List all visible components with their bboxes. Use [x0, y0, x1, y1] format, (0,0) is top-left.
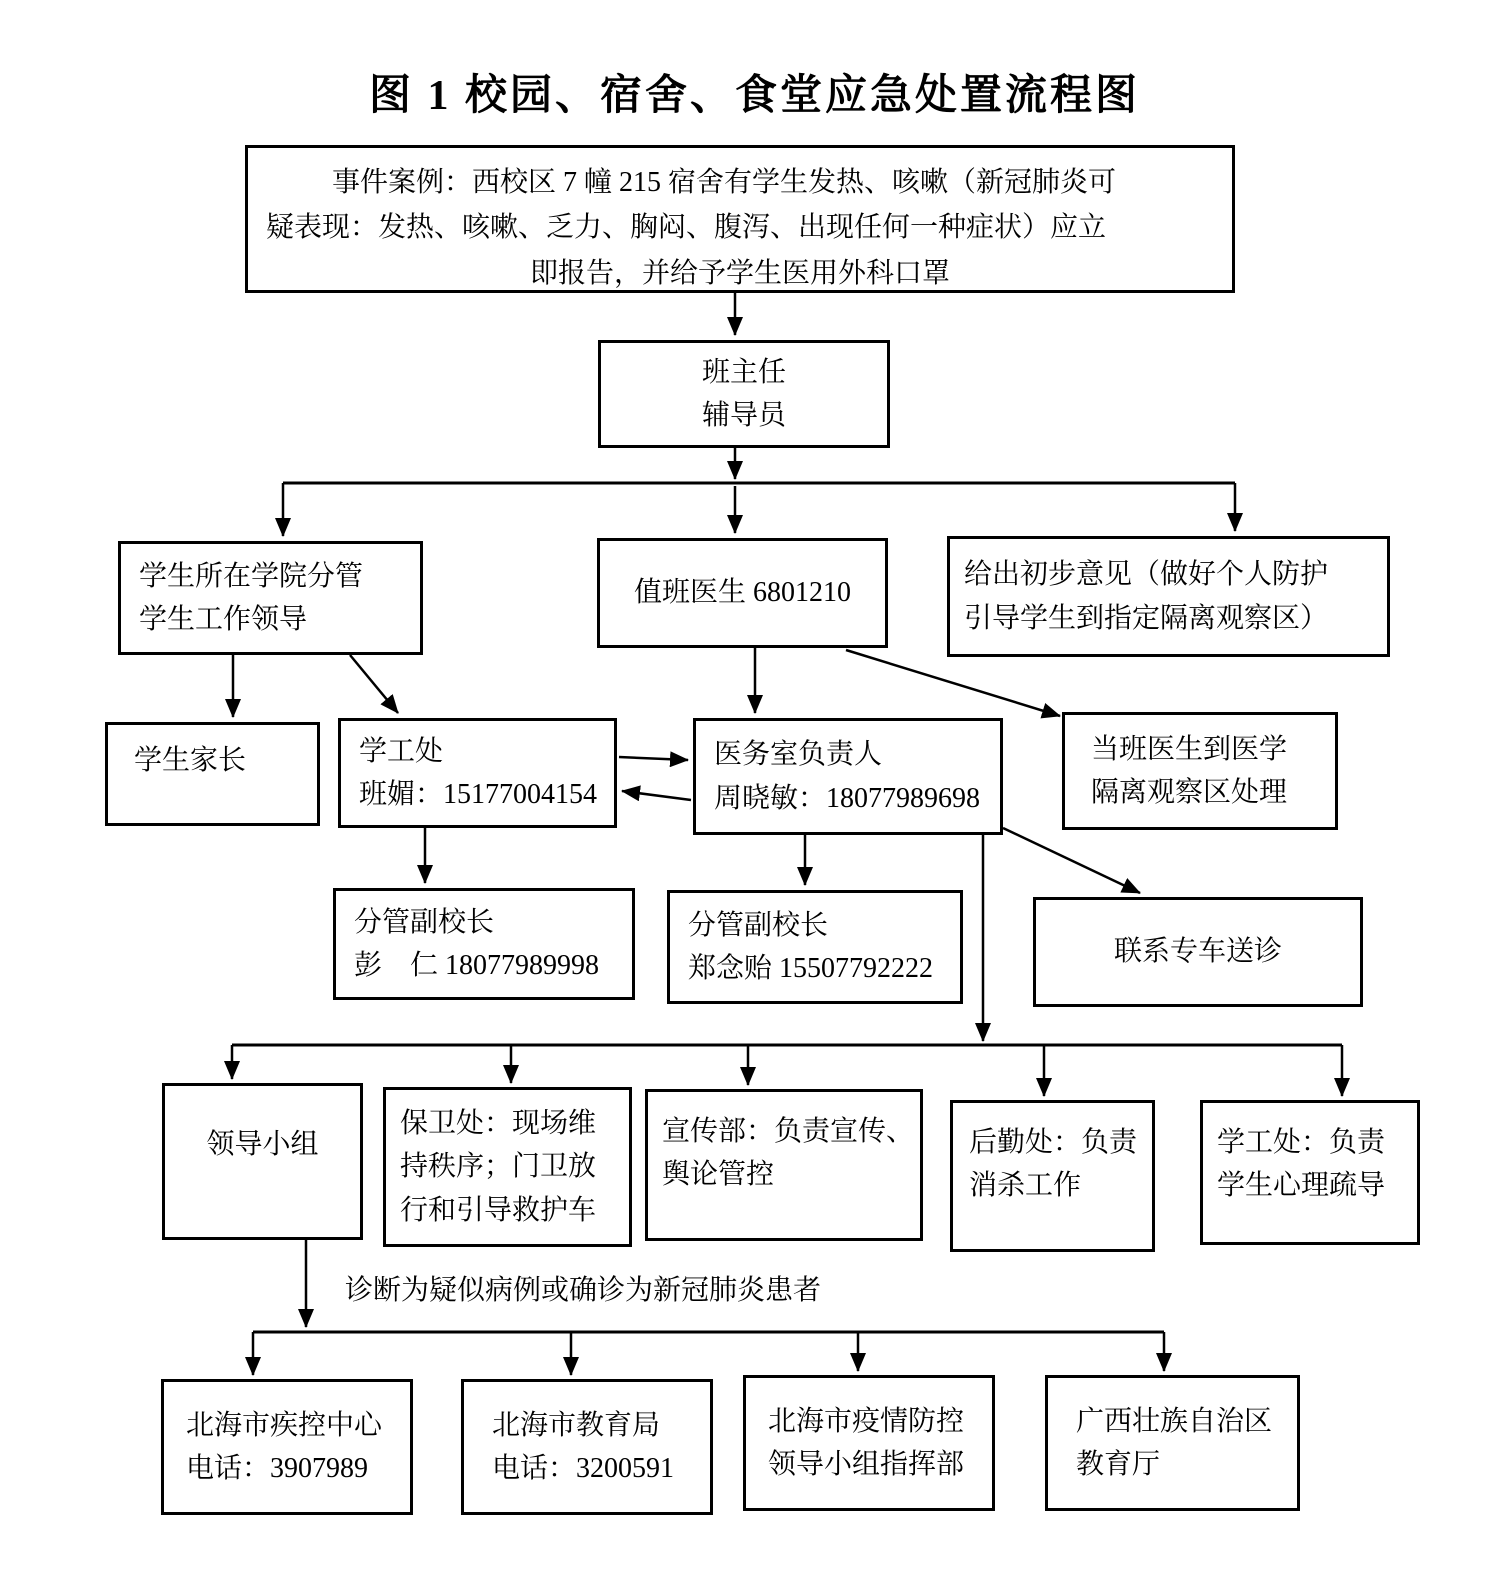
node-isolation-doctor: 当班医生到医学 隔离观察区处理 — [1062, 712, 1338, 830]
diagnosis-note-label: 诊断为疑似病例或确诊为新冠肺炎患者 — [345, 1275, 822, 1306]
node-vp-peng: 分管副校长 彭 仁 18077989998 — [333, 888, 635, 1000]
arrow-college-leader-to-student-affairs — [350, 655, 398, 713]
node-cdc: 北海市疾控中心 电话：3907989 — [161, 1379, 413, 1515]
page-title: 图 1 校园、宿舍、食堂应急处置流程图 — [368, 73, 1140, 119]
node-leading-group: 领导小组 — [162, 1083, 363, 1240]
node-event-case: 事件案例：西校区 7 幢 215 宿舍有学生发热、咳嗽（新冠肺炎可 疑表现：发热、咳嗽、乏力、胸闷、腹泻、出现任何一种症状）应立 即报告，并给予学生医用外科口罩 — [245, 145, 1235, 293]
arrow-clinic-head-to-student-affairs — [622, 791, 691, 800]
node-education-bureau: 北海市教育局 电话：3200591 — [461, 1379, 713, 1515]
arrow-duty-doctor-to-isolation-doctor — [846, 650, 1060, 716]
node-gx-education-dept: 广西壮族自治区 教育厅 — [1045, 1375, 1300, 1511]
node-vp-zheng: 分管副校长 郑念贻 15507792222 — [667, 890, 963, 1004]
node-parents: 学生家长 — [105, 722, 320, 826]
node-head-teacher: 班主任 辅导员 — [598, 340, 890, 448]
node-psych-support: 学工处：负责 学生心理疏导 — [1200, 1100, 1420, 1245]
node-epidemic-hq: 北海市疫情防控 领导小组指挥部 — [743, 1375, 995, 1511]
node-logistics-dept: 后勤处：负责 消杀工作 — [950, 1100, 1155, 1252]
node-clinic-head: 医务室负责人 周晓敏：18077989698 — [693, 718, 1003, 835]
node-duty-doctor: 值班医生 6801210 — [597, 538, 888, 648]
arrow-student-affairs-to-clinic-head — [619, 757, 688, 760]
node-security-dept: 保卫处：现场维 持秩序；门卫放 行和引导救护车 — [383, 1087, 632, 1247]
node-initial-opinion: 给出初步意见（做好个人防护 引导学生到指定隔离观察区） — [947, 536, 1390, 657]
node-propaganda-dept: 宣传部：负责宣传、 舆论管控 — [645, 1089, 923, 1241]
node-student-affairs: 学工处 班媚：15177004154 — [338, 718, 617, 828]
node-special-car: 联系专车送诊 — [1033, 897, 1363, 1007]
node-college-leader: 学生所在学院分管 学生工作领导 — [118, 541, 423, 655]
arrow-clinic-head-to-special-car — [1003, 828, 1140, 893]
